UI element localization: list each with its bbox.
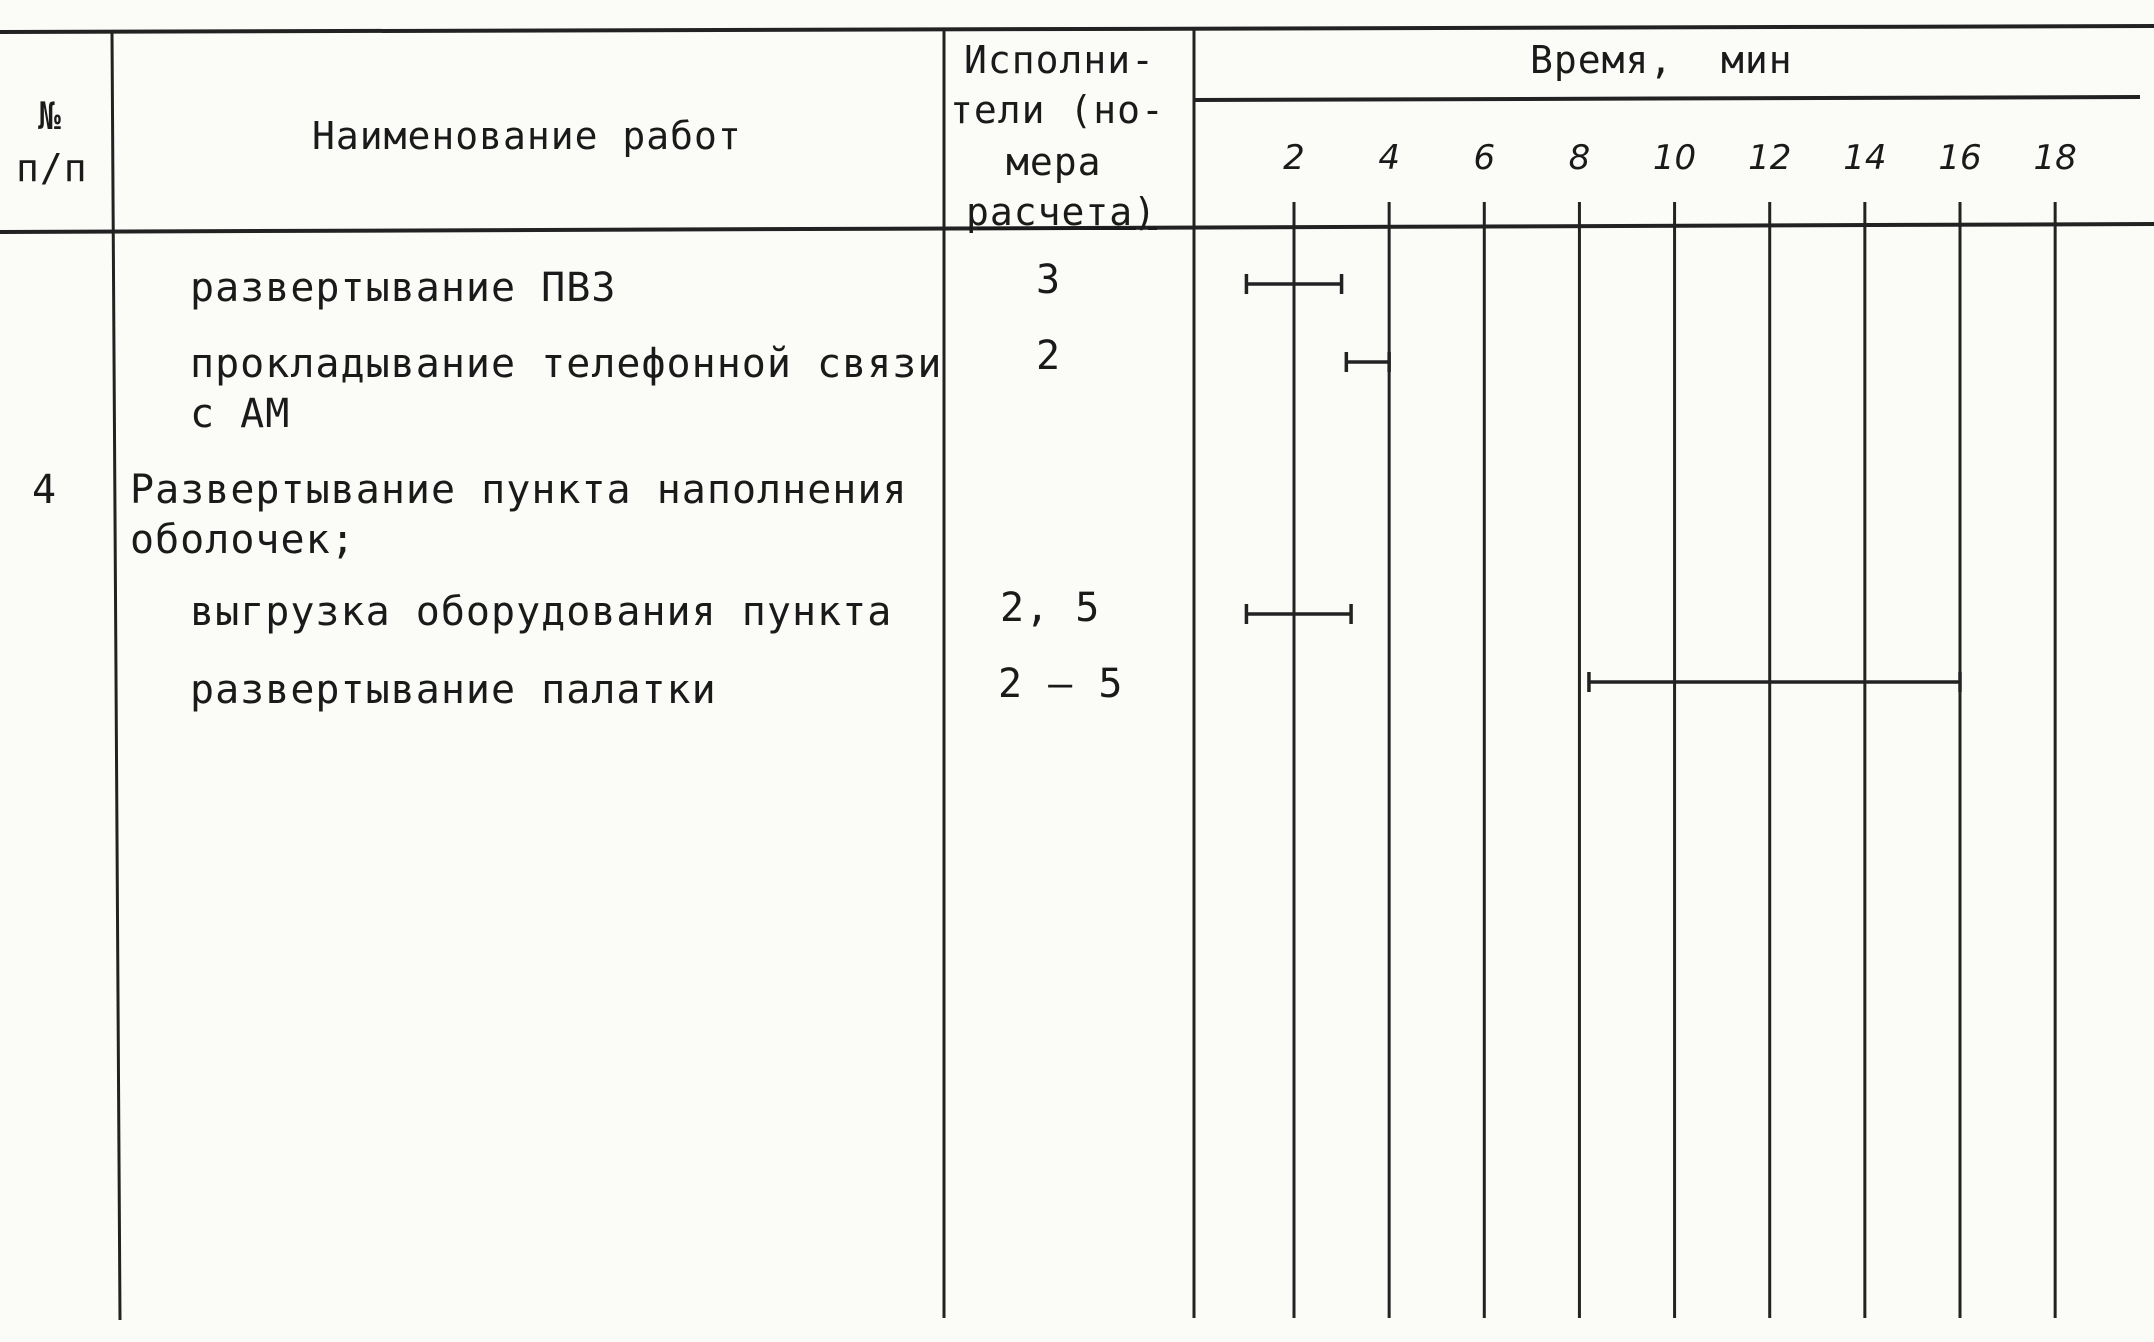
row-2-exec: 2 <box>1036 333 1062 379</box>
row-2-name-line2: с АМ <box>190 391 291 437</box>
row-4-exec: 2, 5 <box>1000 585 1101 631</box>
row-5-exec: 2 – 5 <box>998 661 1124 707</box>
header-exec-line2: тели (но- <box>950 88 1165 132</box>
table-top-rule <box>0 26 2154 32</box>
tick-label-14: 14 <box>1843 138 1887 178</box>
row-1-name: развертывание ПВЗ <box>190 265 617 311</box>
gantt-bar-row-4 <box>1246 604 1351 624</box>
gantt-bar-row-2 <box>1346 352 1389 372</box>
tick-label-2: 2 <box>1283 138 1305 178</box>
col-divider-1 <box>112 32 120 1320</box>
tick-label-12: 12 <box>1748 138 1792 178</box>
tick-label-10: 10 <box>1652 138 1697 178</box>
row-3-name-line2: оболочек; <box>130 517 356 563</box>
header-time: Время, мин <box>1530 38 1793 82</box>
tick-label-8: 8 <box>1568 138 1591 178</box>
time-header-rule <box>1195 97 2140 100</box>
header-exec-line1: Исполни- <box>964 38 1156 82</box>
gantt-bar-row-5 <box>1589 672 1960 692</box>
tick-label-18: 18 <box>2033 138 2077 178</box>
row-3-name-line1: Развертывание пункта наполнения <box>130 467 908 513</box>
header-exec-line4: расчета) <box>966 190 1158 234</box>
header-name: Наименование работ <box>312 114 742 158</box>
row-3-no: 4 <box>32 467 58 513</box>
row-1-exec: 3 <box>1036 257 1062 303</box>
gantt-bars <box>1246 274 1960 692</box>
time-gridlines <box>1294 202 2055 1318</box>
tick-label-16: 16 <box>1938 138 1982 178</box>
row-4-name: выгрузка оборудования пункта <box>190 589 893 635</box>
tick-label-6: 6 <box>1473 138 1496 178</box>
row-2-name-line1: прокладывание телефонной связи <box>190 341 943 387</box>
header-exec-line3: мера <box>1006 140 1102 184</box>
row-5-name: развертывание палатки <box>190 667 717 713</box>
tick-label-4: 4 <box>1378 138 1400 178</box>
header-no-line1: № <box>38 94 62 138</box>
header-no-line2: п/п <box>16 146 88 190</box>
